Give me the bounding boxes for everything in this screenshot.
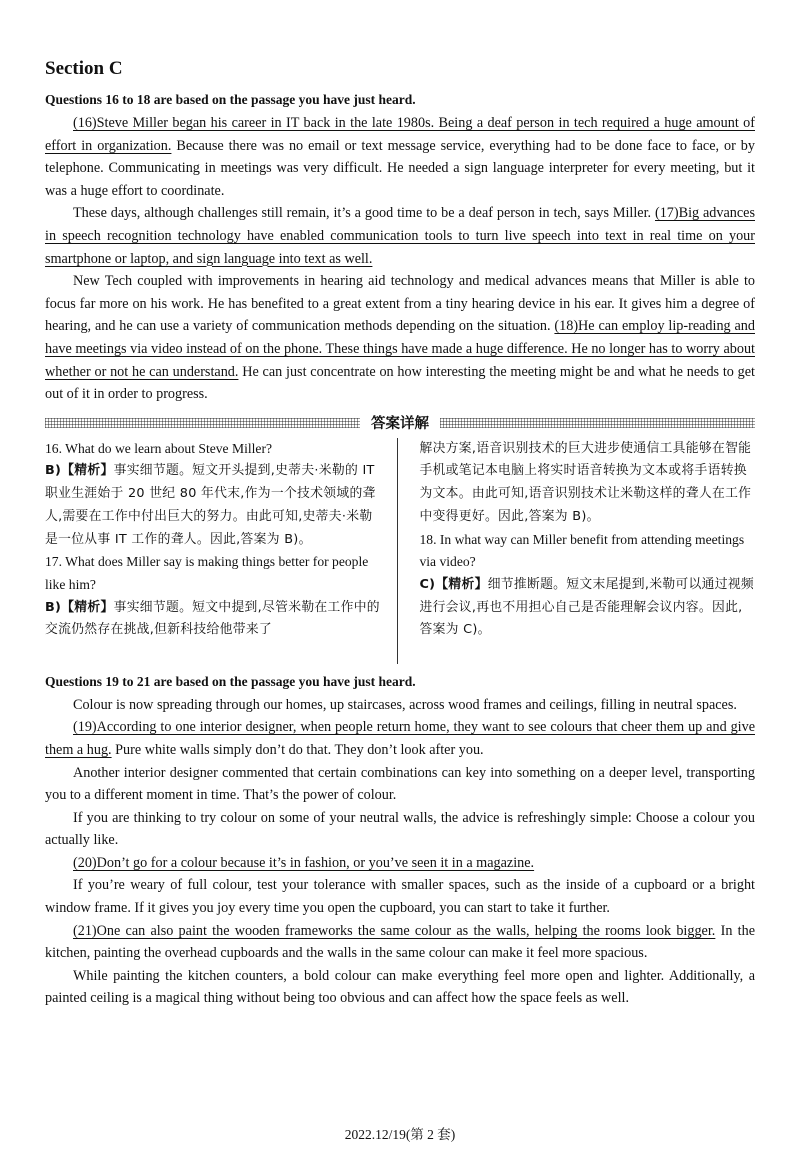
answer-17-text: 事实细节题。短文中提到,尽管米勒在工作中的交流仍然存在挑战,但新科技给他带来了 (45, 599, 380, 638)
answer-16 (45, 460, 385, 551)
passage2-paragraph-2 (45, 716, 755, 761)
question-16: 16. What do we learn about Steve Miller? (45, 440, 272, 456)
answer-18-tag: 【精析】 (435, 576, 488, 592)
passage1-paragraph-3 (45, 270, 755, 406)
passage2-paragraph-4: If you are thinking to try colour on some of your neutral walls, the advice is refreshingly simple: Choose a colour you actually like. (45, 809, 755, 849)
answer-17-tag: 【精析】 (61, 599, 114, 615)
answer-underline-16: (16)Steve Miller began his career in IT back in the late 1980s. Being a deaf person in tech required a huge amount of effort in organization. (45, 115, 755, 154)
passage1-p1-text: Because there was no email or text message service, everything had to be done face to face, or by telephone. Communicating in meetings was very difficult. He needed a sign language interpreter for every meeting, but it was a huge effort to coordinate. (45, 137, 755, 199)
passage1-paragraph-2 (45, 202, 755, 270)
passage1-p3-text: New Tech coupled with improvements in hearing aid technology and medical advances means that Miller is able to focus far more on his work. He has benefited to a great extent from a tiny hearing device in his ear. It gives him a degree of hearing, and he can use a variety of communication methods depending on the situation. (45, 273, 755, 335)
page-footer: 2022.12/19(第 2 套) (344, 1127, 456, 1142)
answer-column-right (395, 438, 755, 674)
answer-18 (419, 574, 755, 642)
section-title: Section C (45, 58, 123, 79)
answer-column-left (45, 438, 395, 674)
question-17 (45, 551, 385, 596)
answer-explanation-band (45, 412, 755, 434)
answer-underline-17: (17)Big advances in speech recognition technology have enabled communication tools to turn live speech into text in real time on your smartphone or laptop, and sign language into text as well. (45, 205, 755, 267)
page (45, 58, 755, 1010)
passage1-p2-text: These days, although challenges still remain, it’s a good time to be a deaf person in tech, says Miller. (73, 205, 655, 222)
band-hatch-right (440, 418, 755, 428)
answer-16-text: 事实细节题。短文开头提到,史蒂夫·米勒的 IT 职业生涯始于 20 世纪 80 年代末,作为一个技术领域的聋人,需要在工作中付出巨大的努力。由此可知,史蒂夫·米勒是一位从事 IT 工作的聋人。因此,答案为 B)。 (45, 463, 376, 547)
questions-16-18-heading: Questions 16 to 18 are based on the passage you have just heard. (45, 92, 416, 107)
answer-columns (45, 438, 755, 674)
answer-16-letter: B) (45, 463, 62, 479)
answer-17 (45, 597, 385, 642)
answer-underline-20: (20)Don’t go for a colour because it’s in fashion, or you’ve seen it in a magazine. (73, 854, 535, 871)
question-17-text: 17. What does Miller say is making things better for people like him? (45, 554, 369, 592)
passage1-paragraph-1 (45, 112, 755, 202)
passage2-p2-text: Pure white walls simply don’t do that. They don’t look after you. (111, 741, 484, 758)
passage2-paragraph-8: While painting the kitchen counters, a bold colour can make everything feel more open and lighter. Additionally, a painted ceiling is a magical thing without being too obvious and can affect how the space feels as well. (45, 967, 755, 1007)
questions-19-21-heading: Questions 19 to 21 are based on the passage you have just heard. (45, 673, 416, 689)
answer-18-text: 细节推断题。短文末尾提到,米勒可以通过视频进行会议,再也不用担心自己是否能理解会议内容。因此,答案为 C)。 (419, 576, 755, 638)
answer-16-tag: 【精析】 (61, 463, 114, 479)
passage1-p3-tail: He can just concentrate on how interesting the meeting might be and what he needs to get out of it in order to progress. (45, 363, 755, 403)
passage2-paragraph-7 (45, 920, 755, 965)
passage2-paragraph-1: Colour is now spreading through our homes, up staircases, across wood frames and ceilings, filling in neutral spaces. (73, 696, 737, 713)
passage2-paragraph-3: Another interior designer commented that certain combinations can key into something on a deeper level, transporting you to a different moment in time. That’s the power of colour. (45, 764, 755, 804)
band-hatch-left (45, 418, 360, 428)
answer-17-letter: B) (45, 599, 62, 615)
answer-underline-18: (18)He can employ lip-reading and have meetings via video instead of on the phone. These things have made a huge difference. He no longer has to worry about whether or not he can understand. (45, 318, 755, 380)
question-18: 18. In what way can Miller benefit from attending meetings via video? (419, 531, 745, 570)
passage2-p7-text: In the kitchen, painting the overhead cupboards and the walls in the same colour can make it feel more spacious. (45, 922, 756, 962)
passage2-paragraph-5 (45, 852, 755, 875)
answer-underline-21: (21)One can also paint the wooden frameworks the same colour as the walls, helping the rooms look bigger. (73, 922, 716, 939)
answer-17-continued: 解决方案,语音识别技术的巨大进步使通信工具能够在智能手机或笔记本电脑上将实时语音转换为文本或将手语转换为文本。由此可知,语音识别技术让米勒这样的聋人在工作中变得更好。因此,答案为 B)。 (419, 440, 752, 524)
column-divider (397, 438, 398, 664)
answer-18-letter: C) (419, 576, 436, 592)
passage2-paragraph-6: If you’re weary of full colour, test your tolerance with smaller spaces, such as the inside of a cupboard or a bright window frame. If it gives you joy every time you open the cupboard, you can start to take it further. (45, 877, 755, 917)
answer-underline-19: (19)According to one interior designer, when people return home, they want to see colours that cheer them up and give them a hug. (45, 719, 755, 758)
answer-explanation-title: 答案详解 (371, 415, 429, 432)
